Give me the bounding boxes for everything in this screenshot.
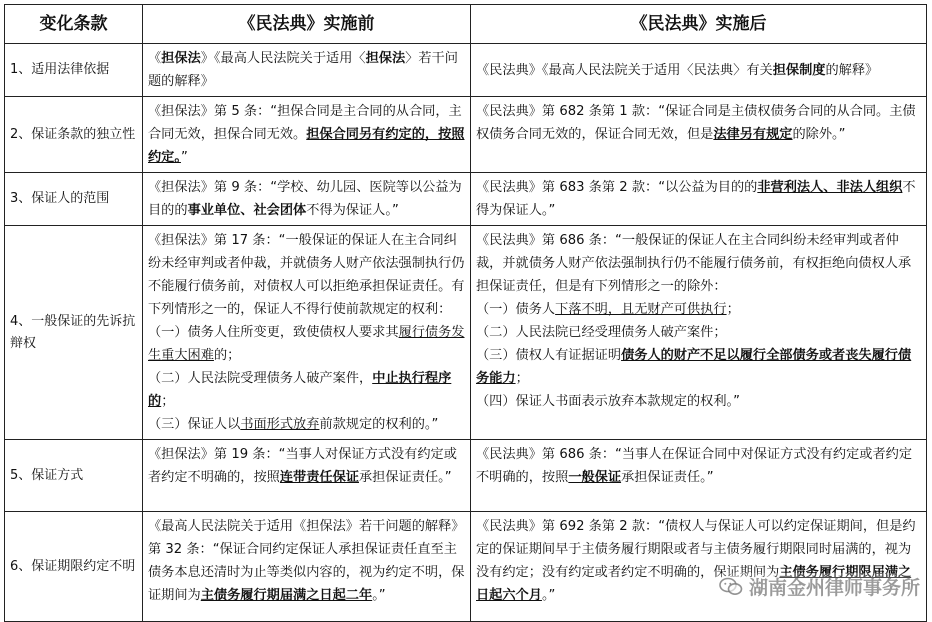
text-run: ；: [516, 371, 529, 386]
before-cell: [143, 512, 471, 622]
emphasized-text: 主债务履行期限届满之日起六个月: [476, 565, 911, 603]
watermark-text: 湖南金州律师事务所: [749, 573, 920, 600]
text-run: （一）债务人: [476, 302, 555, 317]
after-cell: [471, 97, 927, 173]
emphasized-text: 一般保证: [568, 470, 621, 485]
text-run: 《担保法》第 5 条：“担保合同是主合同的从合同，主合同无效，担保合同无效。: [148, 104, 462, 142]
after-cell: [471, 173, 927, 226]
text-run: 《民法典》第 692 条第 2 款：“债权人与保证人可以约定保证期间，但是约定的保证期间早于主债务履行期限或者与主债务履行期限同时届满的，视为没有约定；没有约定或者约定不明确的，保证期间为: [476, 519, 916, 580]
emphasized-text: 担保制度: [773, 63, 826, 78]
table-row: [5, 512, 927, 622]
text-run: 〉若干问题的解释》: [148, 51, 458, 89]
before-cell: [143, 44, 471, 97]
text-run: 《民法典》第 682 条第 1 款：“保证合同是主债权债务合同的从合同。主债权债务合同无效的，保证合同无效，但是: [476, 104, 916, 142]
clause-cell: 3、保证人的范围: [5, 173, 143, 226]
clause-cell: 1、适用法律依据: [5, 44, 143, 97]
after-cell: [471, 226, 927, 440]
emphasized-text: 下落不明，且无财产可供执行: [555, 302, 726, 317]
emphasized-text: 事业单位、社会团体: [188, 203, 307, 218]
clause-cell: 2、保证条款的独立性: [5, 97, 143, 173]
text-run: 承担保证责任。”: [621, 470, 714, 485]
text-run: 的除外。”: [793, 127, 846, 142]
after-cell: [471, 44, 927, 97]
emphasized-text: 非营利法人、非法人组织: [757, 180, 902, 195]
text-run: （三）债权人有证据证明: [476, 348, 621, 363]
text-run: 。”: [372, 588, 385, 603]
table-row: [5, 97, 927, 173]
emphasized-text: 债务人的财产不足以履行全部债务或者丧失履行债务能力: [476, 348, 911, 386]
text-run: 《民法典》第 683 条第 2 款：“以公益为目的的: [476, 180, 757, 195]
text-run: 《: [148, 51, 161, 66]
text-run: ；: [161, 394, 174, 409]
text-run: 《民法典》《最高人民法院关于适用〈民法典〉有关: [476, 63, 773, 78]
text-run: 《最高人民法院关于适用《担保法》若干问题的解释》第 32 条：“保证合同约定保证人承担保证责任直至主债务本息还清时为止等类似内容的，视为约定不明，保证期间为: [148, 519, 465, 603]
text-run: 《民法典》第 686 条：“当事人在保证合同中对保证方式没有约定或者约定不明确的，按照: [476, 447, 912, 485]
emphasized-text: 法律另有规定: [713, 127, 792, 142]
text-run: 承担保证责任。”: [359, 470, 452, 485]
before-cell: [143, 440, 471, 512]
before-cell: [143, 226, 471, 440]
clause-cell: 6、保证期限约定不明: [5, 512, 143, 622]
emphasized-text: 中止执行程序的: [148, 371, 451, 409]
emphasized-text: 主债务履行期届满之日起二年: [201, 588, 372, 603]
table-row: [5, 173, 927, 226]
after-cell: [471, 440, 927, 512]
text-run: 不得为保证人。”: [306, 203, 399, 218]
clause-cell: 5、保证方式: [5, 440, 143, 512]
text-run: ”: [181, 150, 188, 165]
text-run: 的解释》: [825, 63, 878, 78]
text-run: （二）人民法院受理债务人破产案件，: [148, 371, 372, 386]
text-run: 》《最高人民法院关于适用〈: [201, 51, 366, 66]
text-run: （四）保证人书面表示放弃本款规定的权利。”: [476, 394, 740, 409]
table-row: [5, 226, 927, 440]
text-run: （二）人民法院已经受理债务人破产案件；: [476, 325, 727, 340]
clause-cell: 4、一般保证的先诉抗辩权: [5, 226, 143, 440]
header-before: 《民法典》实施前: [143, 5, 471, 44]
text-run: 的；: [214, 348, 240, 363]
emphasized-text: 担保法: [161, 51, 201, 66]
text-run: 《担保法》第 19 条：“当事人对保证方式没有约定或者约定不明确的，按照: [148, 447, 457, 485]
text-run: 。”: [542, 588, 555, 603]
emphasized-text: 连带责任保证: [280, 470, 359, 485]
header-after: 《民法典》实施后: [471, 5, 927, 44]
text-run: 《担保法》第 9 条：“学校、幼儿园、医院等以公益为目的的: [148, 180, 462, 218]
text-run: 前款规定的权利的。”: [319, 417, 438, 432]
emphasized-text: 担保法: [366, 51, 406, 66]
emphasized-text: 履行债务发生重大困难: [148, 325, 465, 363]
text-run: （三）保证人以: [148, 417, 240, 432]
text-run: 《民法典》第 686 条：“一般保证的保证人在主合同纠纷未经审判或者仲裁，并就债务人财产依法强制执行仍不能履行债务前，有权拒绝向债权人承担保证责任，但是有下列情形之一的除外：: [476, 233, 911, 294]
table-row: [5, 44, 927, 97]
after-cell: [471, 512, 927, 622]
comparison-table: [4, 4, 927, 622]
emphasized-text: 担保合同另有约定的，按照约定。: [148, 127, 465, 165]
header-clause: 变化条款: [5, 5, 143, 44]
emphasized-text: 书面形式放弃: [240, 417, 319, 432]
header-row: [5, 5, 927, 44]
before-cell: [143, 97, 471, 173]
text-run: 不得为保证人。”: [476, 180, 916, 218]
text-run: 《担保法》第 17 条：“一般保证的保证人在主合同纠纷未经审判或者仲裁，并就债务人财产依法强制执行仍不能履行债务前，对债权人可以拒绝承担保证责任。有下列情形之一的，保证人不得行使前款规定的权利：（一）债务人住所变更，致使债权人要求其: [148, 233, 465, 340]
text-run: ；: [727, 302, 740, 317]
before-cell: [143, 173, 471, 226]
table-row: [5, 440, 927, 512]
